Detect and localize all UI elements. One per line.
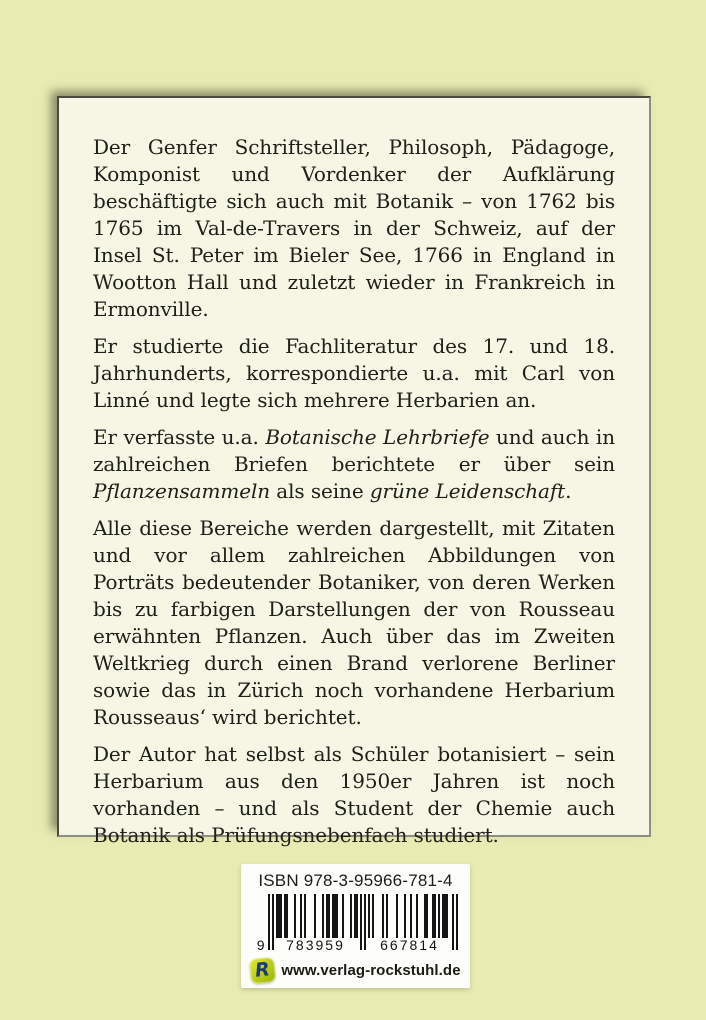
- paragraph: Er verfasste u.a. Botanische Lehrbriefe und auch in zahlreichen Briefen berichtete er über sein Pflanzensammeln als seine grüne Leidenschaft.: [93, 425, 615, 503]
- barcode-left-digits: 783959: [286, 937, 345, 953]
- isbn-label: ISBN 978-3-95966-781-4: [258, 871, 453, 890]
- ean13-barcode: [252, 894, 460, 954]
- paragraph: Alle diese Bereiche werden dargestellt, mit Zitaten und vor allem zahlreichen Abbildungen von Porträts bedeutender Botaniker, von deren Werken bis zu farbigen Darstellungen der von Rousseau erwähnten Pflanzen. Auch über das im Zweiten Weltkrieg durch einen Brand verlorene Berliner sowie das in Zürich noch vorhandene Herbarium Rousseaus‘ wird berichtet.: [93, 516, 615, 729]
- publisher-logo-icon: R: [249, 957, 276, 984]
- blurb-panel: [57, 96, 651, 847]
- publisher-url: www.verlag-rockstuhl.de: [281, 962, 461, 979]
- publisher-row: [241, 958, 470, 983]
- isbn-sticker: [241, 864, 470, 988]
- paragraph: Der Autor hat selbst als Schüler botanisiert – sein Herbarium aus den 1950er Jahren ist noch vorhanden – und als Student der Chemie auch Botanik als Prüfungsnebenfach studiert.: [93, 742, 615, 847]
- barcode-right-digits: 667814: [380, 937, 439, 953]
- barcode-first-digit: 9: [256, 937, 265, 953]
- paragraphs: [93, 134, 615, 849]
- paragraph: Der Genfer Schriftsteller, Philosoph, Pädagoge, Komponist und Vordenker der Aufklärung beschäftigte sich auch mit Botanik – von 1762 bis 1765 im Val-de-Travers in der Schweiz, auf der Insel St. Peter im Bieler See, 1766 in England in Wootton Hall und zuletzt wieder in Frankreich in Ermonville.: [93, 135, 615, 321]
- paragraph: Er studierte die Fachliteratur des 17. und 18. Jahrhunderts, korrespondierte u.a. mit Carl von Linné und legte sich mehrere Herbarien an.: [93, 334, 615, 412]
